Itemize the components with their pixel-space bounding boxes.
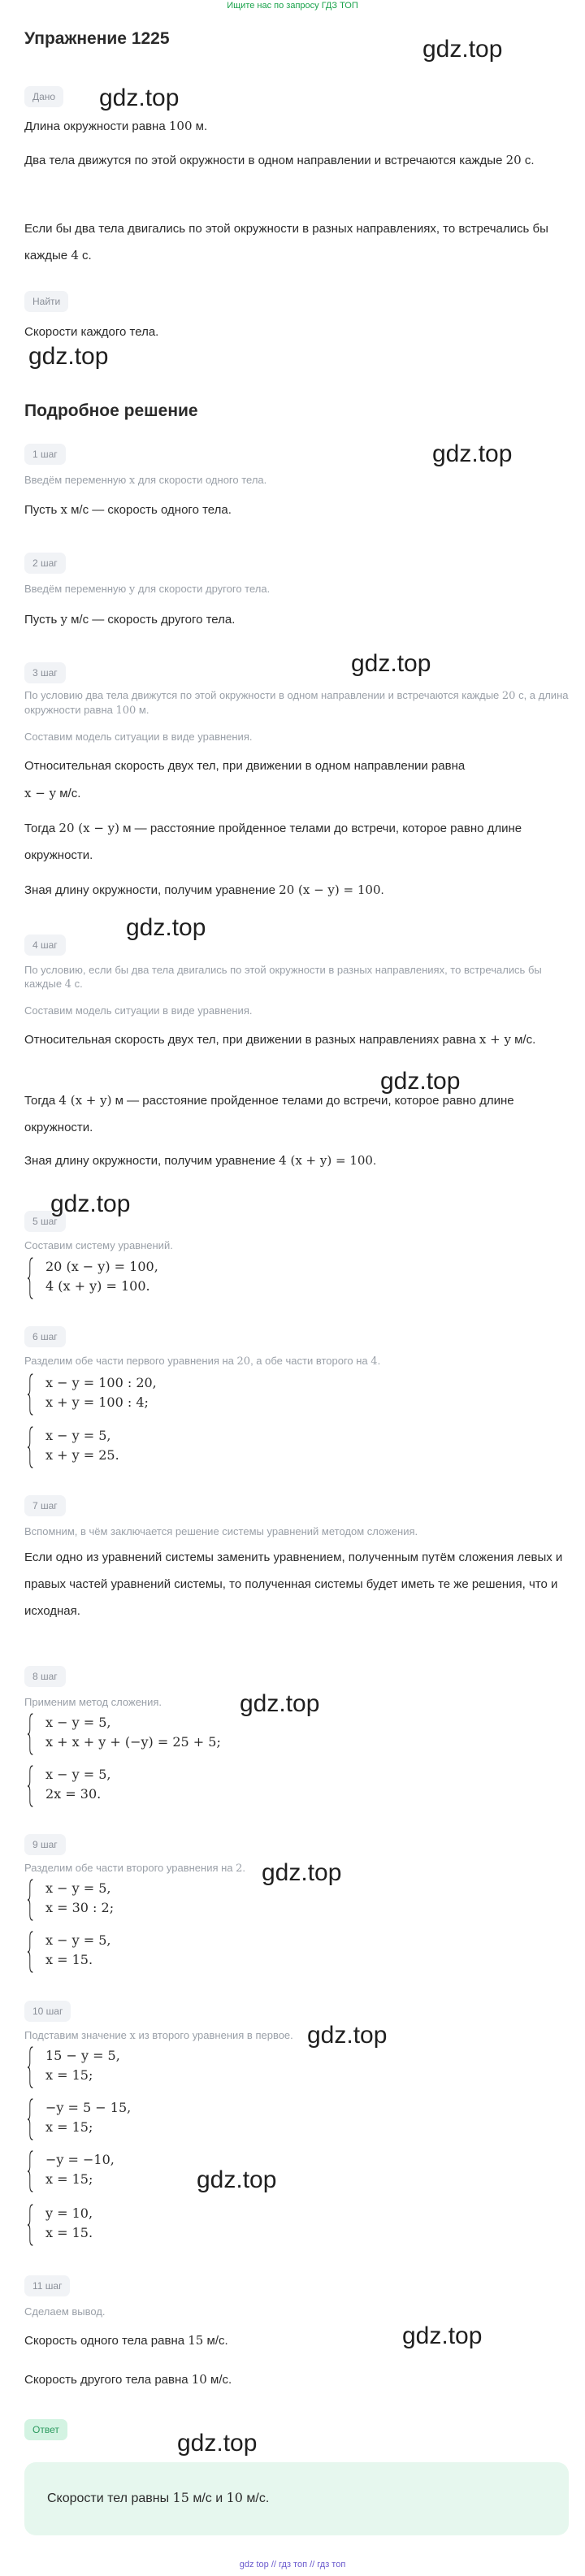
answer-text: Скорости тел равны 15 м/с и 10 м/с. (47, 2490, 270, 2505)
given-same-direction: Два тела движутся по этой окружности в одном направлении и встречаются каждые 20 с. (24, 153, 535, 167)
top-banner[interactable]: Ищите нас по запросу ГДЗ ТОП (227, 1, 358, 11)
find-chip: Найти (24, 291, 68, 312)
step-5-chip: 5 шаг (24, 1211, 66, 1232)
step-5-hint: Составим систему уравнений. (24, 1239, 173, 1251)
brace-icon (28, 1879, 33, 1921)
step-4-equation: Зная длину окружности, получим уравнение 4 (x + y) = 100. (24, 1153, 377, 1168)
equation-line: x = 15; (46, 2067, 93, 2083)
brace-icon (28, 1257, 33, 1299)
equation-line: x + y = 100 : 4; (46, 1394, 149, 1410)
given-chip: Дано (24, 86, 63, 107)
brace-icon (28, 1931, 33, 1973)
watermark: gdz.top (422, 36, 503, 63)
given-opposite-direction: Если бы два тела двигались по этой окружности в разных направлениях, то встречались бы каждые 4 с. (24, 222, 548, 262)
step-4-relative-speed: Относительная скорость двух тел, при движении в разных направлениях равна x + y м/с. (24, 1032, 536, 1047)
equation-line: x − y = 5, (46, 1428, 111, 1443)
page-title: Упражнение 1225 (24, 29, 170, 48)
step-11-hint: Сделаем вывод. (24, 2305, 106, 2318)
brace-icon (28, 1426, 33, 1468)
watermark: gdz.top (99, 85, 180, 111)
step-1-chip: 1 шаг (24, 444, 66, 465)
step-10-hint: Подставим значение x из второго уравнения в первое. (24, 2029, 293, 2042)
equation-line: x = 15; (46, 2119, 93, 2135)
step-8-hint: Применим метод сложения. (24, 1696, 162, 1708)
step-3-relative-speed-value: x − y м/с. (24, 786, 81, 800)
equation-line: −y = −10, (46, 2152, 115, 2167)
brace-icon (28, 2046, 33, 2088)
step-2-chip: 2 шаг (24, 553, 66, 574)
equation-line: x = 15; (46, 2171, 93, 2187)
equation-line: x = 15. (46, 1952, 93, 1967)
brace-icon (28, 1713, 33, 1755)
equation-line: x − y = 5, (46, 1767, 111, 1782)
watermark: gdz.top (351, 650, 431, 677)
step-3-hint: По условию два тела движутся по этой окружности в одном направлении и встречаются каждые 20 с, а длина окружности равна 100 м. (24, 689, 569, 717)
equation-line: 4 (x + y) = 100. (46, 1278, 150, 1294)
step-9-chip: 9 шаг (24, 1834, 66, 1855)
step-6-chip: 6 шаг (24, 1326, 66, 1347)
equation-line: x = 30 : 2; (46, 1900, 115, 1915)
watermark: gdz.top (307, 2022, 388, 2049)
watermark: gdz.top (177, 2430, 258, 2457)
step-3-equation: Зная длину окружности, получим уравнение 20 (x − y) = 100. (24, 883, 384, 897)
footer-links[interactable]: gdz top // гдз топ // гдз топ (239, 2560, 346, 2569)
given-circumference: Длина окружности равна 100 м. (24, 119, 208, 133)
step-4-hint: По условию, если бы два тела двигались по этой окружности в разных направлениях, то встречались бы каждые 4 с. (24, 964, 542, 991)
step-3-distance: Тогда 20 (x − y) м — расстояние пройденное телами до встречи, которое равно длине окружности. (24, 821, 522, 862)
watermark: gdz.top (197, 2166, 277, 2193)
brace-icon (28, 2098, 33, 2140)
equation-line: x − y = 5, (46, 1932, 111, 1948)
watermark: gdz.top (380, 1068, 461, 1095)
answer-box (24, 2462, 569, 2535)
step-3-chip: 3 шаг (24, 662, 66, 683)
step-7-chip: 7 шаг (24, 1495, 66, 1516)
equation-line: 20 (x − y) = 100, (46, 1259, 158, 1274)
step-8-chip: 8 шаг (24, 1666, 66, 1687)
step-10-chip: 10 шаг (24, 2001, 71, 2022)
equation-line: 15 − y = 5, (46, 2048, 120, 2063)
equation-line: x = 15. (46, 2225, 93, 2240)
find-text: Скорости каждого тела. (24, 325, 159, 339)
watermark: gdz.top (50, 1190, 131, 1217)
solution-title: Подробное решение (24, 401, 198, 420)
watermark: gdz.top (240, 1690, 320, 1717)
equation-line: x + y = 25. (46, 1447, 119, 1463)
brace-icon (28, 1765, 33, 1807)
equation-line: −y = 5 − 15, (46, 2100, 132, 2115)
watermark: gdz.top (432, 440, 513, 467)
step-11-speed-1: Скорость одного тела равна 15 м/с. (24, 2333, 228, 2348)
equation-line: y = 10, (46, 2205, 93, 2221)
step-4-hint-2: Составим модель ситуации в виде уравнения. (24, 1004, 253, 1017)
step-1-hint: Введём переменную x для скорости одного тела. (24, 474, 267, 487)
step-7-hint: Вспомним, в чём заключается решение системы уравнений методом сложения. (24, 1525, 418, 1537)
watermark: gdz.top (126, 914, 206, 941)
step-7-text: Если одно из уравнений системы заменить уравнением, полученным путём сложения левых и правых частей уравнений системы, то полученная системы будет иметь те же решения, что и исходная. (24, 1550, 563, 1618)
equation-line: x − y = 5, (46, 1715, 111, 1730)
equation-line: x − y = 5, (46, 1880, 111, 1896)
answer-chip: Ответ (24, 2419, 67, 2440)
brace-icon (28, 2204, 33, 2246)
step-2-text: Пусть y м/с — скорость другого тела. (24, 612, 236, 627)
equation-line: x + x + y + (−y) = 25 + 5; (46, 1734, 221, 1750)
brace-icon (28, 1373, 33, 1416)
step-6-hint: Разделим обе части первого уравнения на 20, а обе части второго на 4. (24, 1355, 381, 1368)
step-11-chip: 11 шаг (24, 2275, 70, 2296)
step-4-chip: 4 шаг (24, 935, 66, 956)
step-4-distance: Тогда 4 (x + y) м — расстояние пройденное телами до встречи, которое равно длине окружности. (24, 1093, 514, 1134)
step-3-relative-speed: Относительная скорость двух тел, при движении в одном направлении равна (24, 759, 466, 773)
step-3-hint-2: Составим модель ситуации в виде уравнения. (24, 731, 253, 743)
watermark: gdz.top (402, 2322, 483, 2349)
equation-line: 2x = 30. (46, 1786, 102, 1802)
step-11-speed-2: Скорость другого тела равна 10 м/с. (24, 2372, 232, 2387)
brace-icon (28, 2150, 33, 2192)
step-2-hint: Введём переменную y для скорости другого тела. (24, 583, 271, 596)
step-1-text: Пусть x м/с — скорость одного тела. (24, 502, 232, 517)
watermark: gdz.top (262, 1859, 342, 1886)
equation-line: x − y = 100 : 20, (46, 1375, 157, 1390)
step-9-hint: Разделим обе части второго уравнения на 2. (24, 1862, 246, 1875)
watermark: gdz.top (28, 343, 109, 370)
